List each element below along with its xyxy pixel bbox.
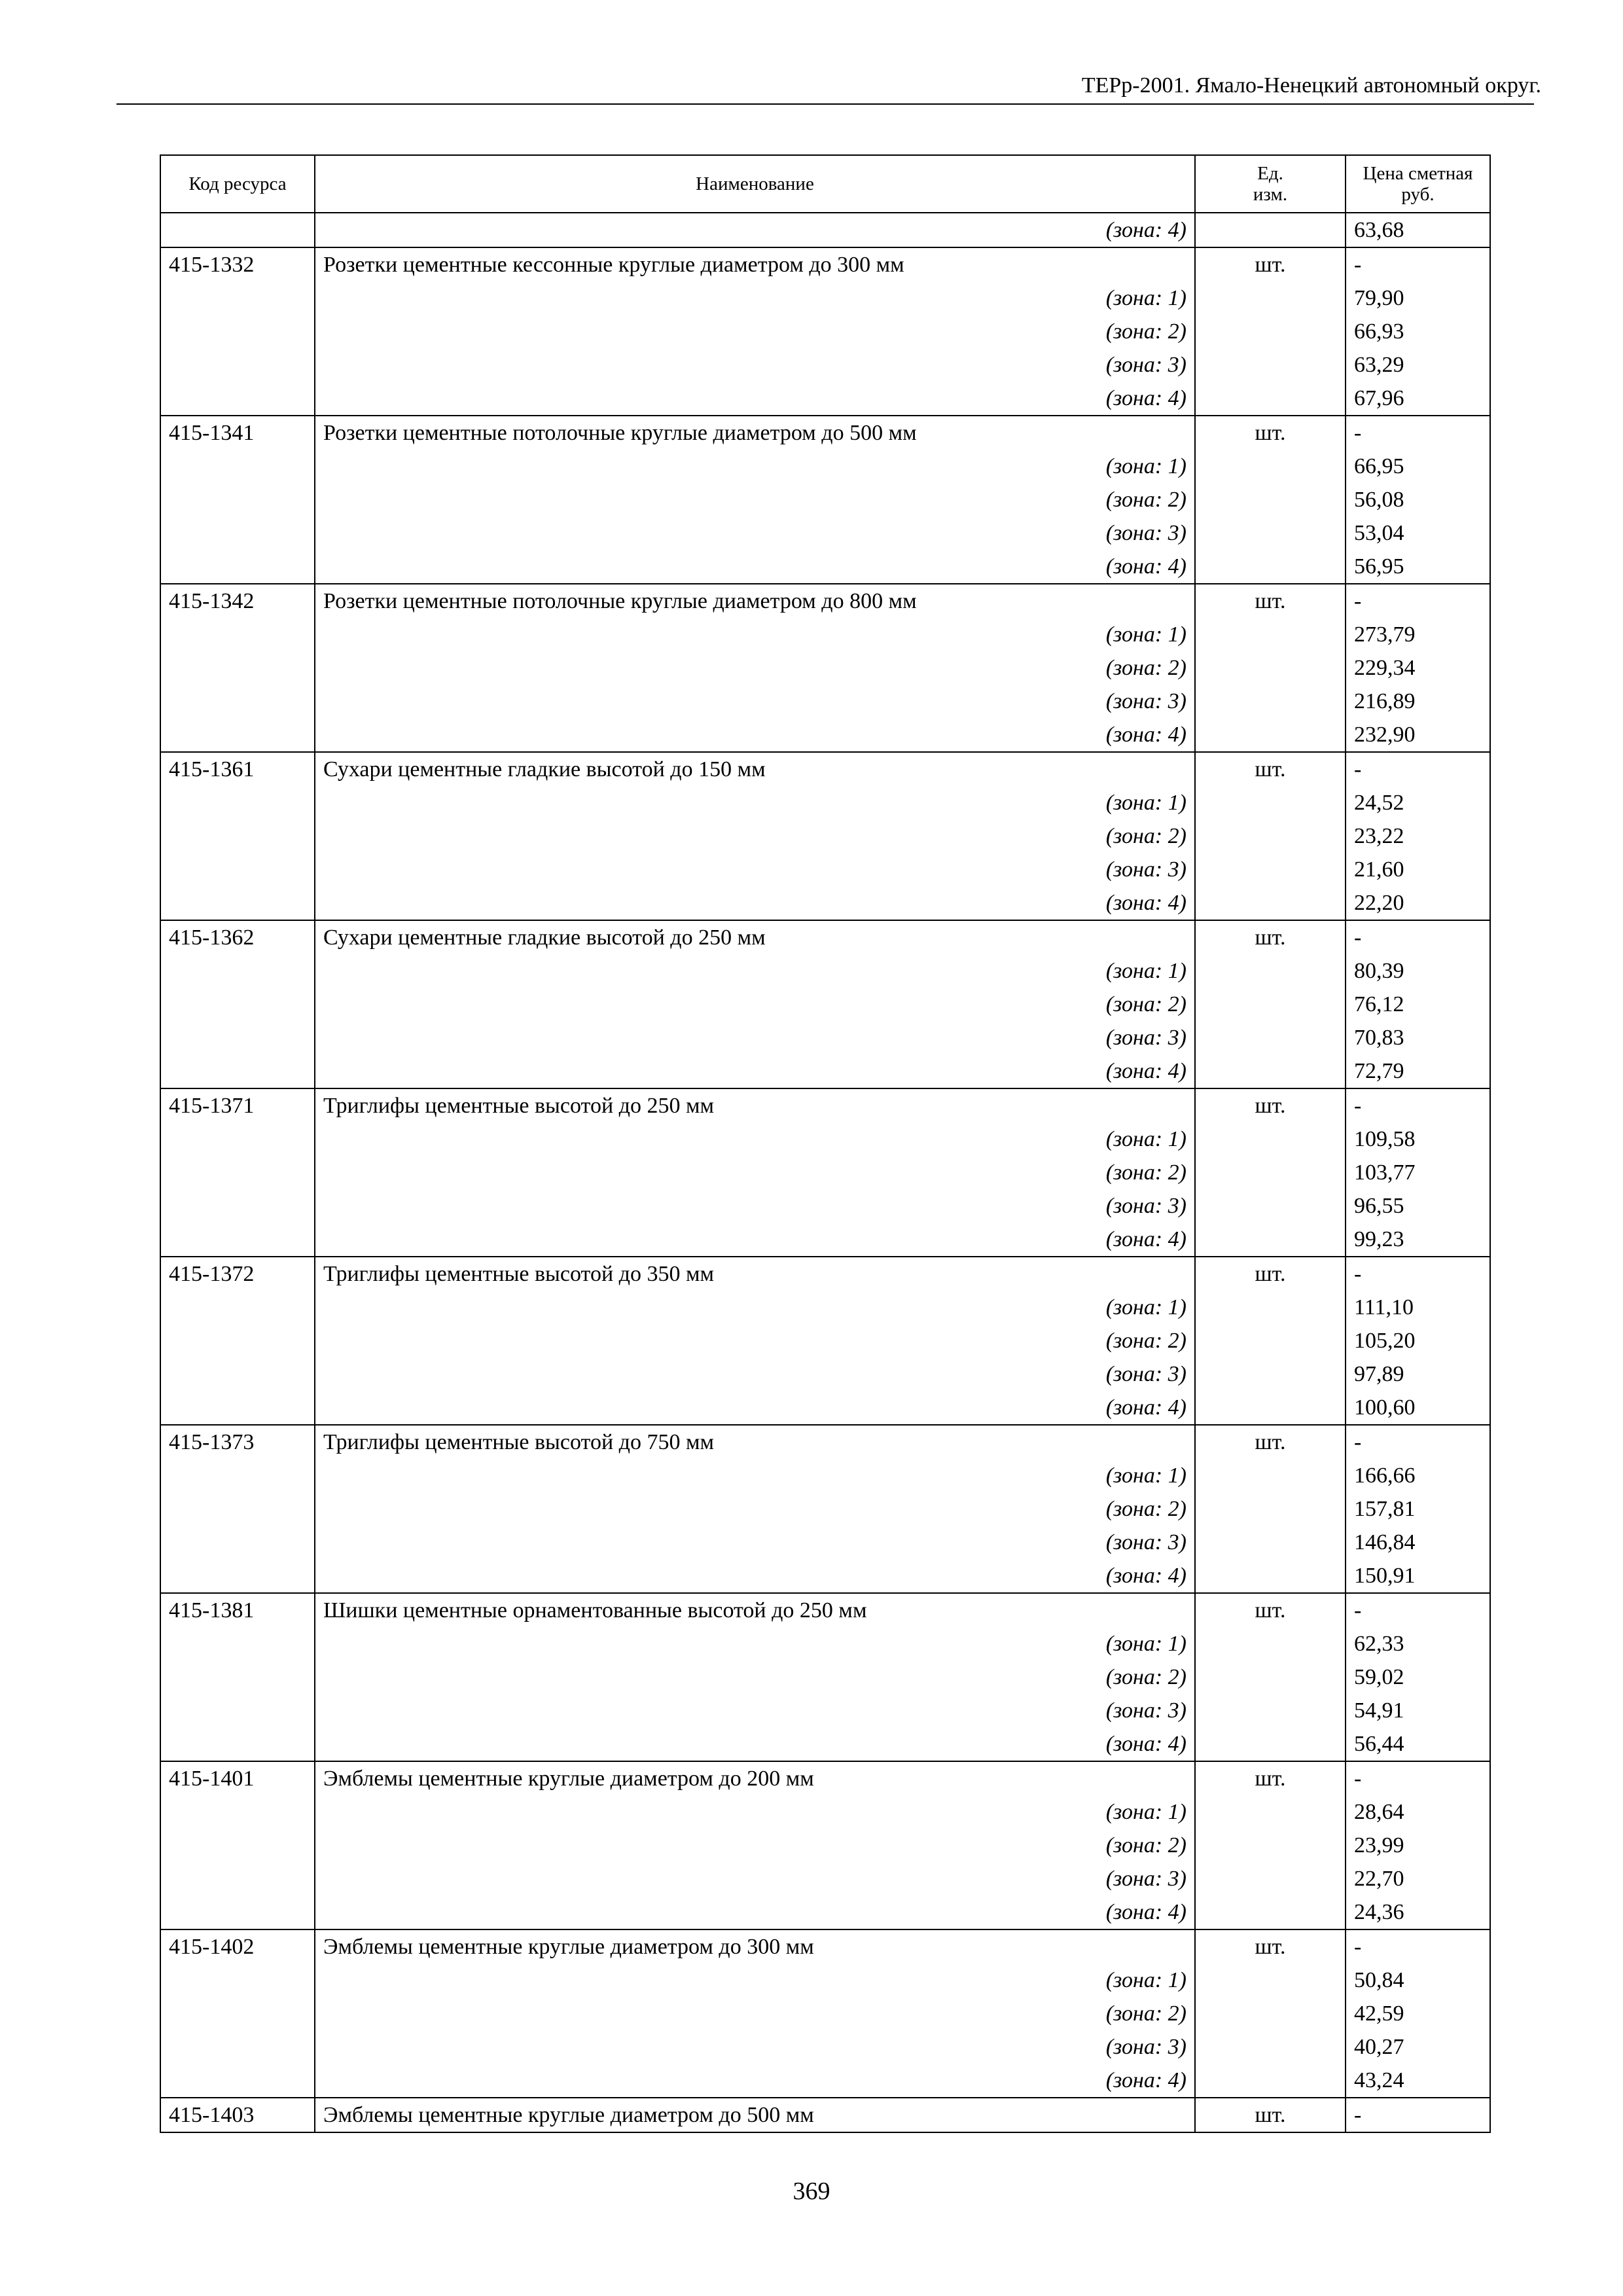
unit-of-measure bbox=[1195, 988, 1346, 1021]
table-body bbox=[160, 213, 1490, 2132]
zone-label: (зона: 4) bbox=[315, 1727, 1195, 1761]
unit-of-measure bbox=[1195, 2030, 1346, 2064]
table-row bbox=[160, 315, 1490, 348]
zone-label: (зона: 3) bbox=[315, 685, 1195, 718]
table-row bbox=[160, 1593, 1490, 1627]
resource-code bbox=[160, 315, 315, 348]
unit-of-measure: шт. bbox=[1195, 1761, 1346, 1795]
estimated-price: 63,29 bbox=[1346, 348, 1490, 382]
estimated-price: 273,79 bbox=[1346, 618, 1490, 651]
estimated-price: 146,84 bbox=[1346, 1526, 1490, 1559]
estimated-price: - bbox=[1346, 1593, 1490, 1627]
table-row bbox=[160, 1021, 1490, 1054]
resource-name: Триглифы цементные высотой до 750 мм bbox=[315, 1425, 1195, 1459]
unit-of-measure bbox=[1195, 1122, 1346, 1156]
resource-name: Эмблемы цементные круглые диаметром до 300 мм bbox=[315, 1929, 1195, 1964]
resource-code bbox=[160, 1997, 315, 2030]
zone-label: (зона: 3) bbox=[315, 1526, 1195, 1559]
estimated-price: 70,83 bbox=[1346, 1021, 1490, 1054]
resource-code bbox=[160, 1054, 315, 1088]
unit-of-measure bbox=[1195, 853, 1346, 886]
table-row bbox=[160, 954, 1490, 988]
estimated-price: - bbox=[1346, 1257, 1490, 1291]
resource-code: 415-1401 bbox=[160, 1761, 315, 1795]
zone-label: (зона: 4) bbox=[315, 2064, 1195, 2098]
table-row bbox=[160, 1088, 1490, 1122]
zone-label: (зона: 3) bbox=[315, 1021, 1195, 1054]
estimated-price: 66,93 bbox=[1346, 315, 1490, 348]
table-row bbox=[160, 1559, 1490, 1593]
table-row bbox=[160, 618, 1490, 651]
unit-of-measure: шт. bbox=[1195, 1929, 1346, 1964]
table-row bbox=[160, 1862, 1490, 1895]
unit-of-measure: шт. bbox=[1195, 1425, 1346, 1459]
zone-label: (зона: 4) bbox=[315, 1895, 1195, 1929]
estimated-price: 67,96 bbox=[1346, 382, 1490, 416]
estimated-price: 166,66 bbox=[1346, 1459, 1490, 1492]
table-row bbox=[160, 1526, 1490, 1559]
table-row bbox=[160, 1223, 1490, 1257]
zone-label: (зона: 1) bbox=[315, 786, 1195, 819]
estimated-price: 76,12 bbox=[1346, 988, 1490, 1021]
table-row bbox=[160, 786, 1490, 819]
estimated-price: - bbox=[1346, 416, 1490, 450]
table-row bbox=[160, 1357, 1490, 1391]
zone-label: (зона: 3) bbox=[315, 2030, 1195, 2064]
header-rule bbox=[116, 103, 1534, 105]
resource-code: 415-1373 bbox=[160, 1425, 315, 1459]
zone-label: (зона: 2) bbox=[315, 315, 1195, 348]
resource-code: 415-1371 bbox=[160, 1088, 315, 1122]
zone-label: (зона: 1) bbox=[315, 1627, 1195, 1660]
zone-label: (зона: 4) bbox=[315, 213, 1195, 247]
estimated-price: 80,39 bbox=[1346, 954, 1490, 988]
resource-code bbox=[160, 786, 315, 819]
table-row bbox=[160, 853, 1490, 886]
estimated-price: 100,60 bbox=[1346, 1391, 1490, 1425]
resource-code: 415-1362 bbox=[160, 920, 315, 954]
table-row bbox=[160, 1761, 1490, 1795]
resource-code bbox=[160, 685, 315, 718]
resource-code bbox=[160, 651, 315, 685]
column-header-unit bbox=[1195, 155, 1346, 213]
resource-code bbox=[160, 1862, 315, 1895]
estimated-price: - bbox=[1346, 584, 1490, 618]
resource-code: 415-1361 bbox=[160, 752, 315, 786]
zone-label: (зона: 4) bbox=[315, 718, 1195, 752]
zone-label: (зона: 3) bbox=[315, 1357, 1195, 1391]
estimated-price: 56,95 bbox=[1346, 550, 1490, 584]
zone-label: (зона: 1) bbox=[315, 1964, 1195, 1997]
zone-label: (зона: 3) bbox=[315, 1189, 1195, 1223]
table-row bbox=[160, 382, 1490, 416]
table-row bbox=[160, 1964, 1490, 1997]
table-row bbox=[160, 1694, 1490, 1727]
resource-code bbox=[160, 1627, 315, 1660]
estimated-price: 79,90 bbox=[1346, 281, 1490, 315]
table-row bbox=[160, 516, 1490, 550]
resource-code bbox=[160, 348, 315, 382]
zone-label: (зона: 4) bbox=[315, 886, 1195, 920]
estimated-price: 50,84 bbox=[1346, 1964, 1490, 1997]
table-row bbox=[160, 1425, 1490, 1459]
unit-of-measure: шт. bbox=[1195, 584, 1346, 618]
resource-code: 415-1341 bbox=[160, 416, 315, 450]
estimated-price: 216,89 bbox=[1346, 685, 1490, 718]
estimated-price: 28,64 bbox=[1346, 1795, 1490, 1829]
table-row bbox=[160, 1929, 1490, 1964]
resource-name: Эмблемы цементные круглые диаметром до 200 мм bbox=[315, 1761, 1195, 1795]
resource-code bbox=[160, 1391, 315, 1425]
zone-label: (зона: 1) bbox=[315, 1795, 1195, 1829]
estimated-price: 54,91 bbox=[1346, 1694, 1490, 1727]
table-row bbox=[160, 1122, 1490, 1156]
estimated-price: - bbox=[1346, 1929, 1490, 1964]
estimated-price: 96,55 bbox=[1346, 1189, 1490, 1223]
table-header-row bbox=[160, 155, 1490, 213]
unit-of-measure bbox=[1195, 954, 1346, 988]
resource-code bbox=[160, 988, 315, 1021]
unit-of-measure: шт. bbox=[1195, 2098, 1346, 2132]
table-row bbox=[160, 886, 1490, 920]
table-row bbox=[160, 2030, 1490, 2064]
table-row bbox=[160, 1727, 1490, 1761]
resource-name: Триглифы цементные высотой до 350 мм bbox=[315, 1257, 1195, 1291]
resource-code bbox=[160, 1795, 315, 1829]
zone-label: (зона: 2) bbox=[315, 1156, 1195, 1189]
estimated-price: - bbox=[1346, 1425, 1490, 1459]
resource-code bbox=[160, 853, 315, 886]
unit-of-measure bbox=[1195, 1492, 1346, 1526]
table-row bbox=[160, 718, 1490, 752]
resource-name: Сухари цементные гладкие высотой до 150 мм bbox=[315, 752, 1195, 786]
zone-label: (зона: 2) bbox=[315, 1492, 1195, 1526]
unit-of-measure bbox=[1195, 1021, 1346, 1054]
zone-label: (зона: 2) bbox=[315, 1829, 1195, 1862]
resource-code bbox=[160, 516, 315, 550]
estimated-price: 103,77 bbox=[1346, 1156, 1490, 1189]
table-row bbox=[160, 348, 1490, 382]
unit-of-measure bbox=[1195, 1997, 1346, 2030]
page-number: 369 bbox=[793, 2178, 830, 2205]
resource-code bbox=[160, 1526, 315, 1559]
unit-of-measure bbox=[1195, 483, 1346, 516]
estimated-price: 43,24 bbox=[1346, 2064, 1490, 2098]
table-row bbox=[160, 752, 1490, 786]
zone-label: (зона: 3) bbox=[315, 516, 1195, 550]
unit-of-measure bbox=[1195, 516, 1346, 550]
zone-label: (зона: 1) bbox=[315, 954, 1195, 988]
resource-code: 415-1402 bbox=[160, 1929, 315, 1964]
table-row bbox=[160, 1627, 1490, 1660]
estimated-price: 21,60 bbox=[1346, 853, 1490, 886]
table-row bbox=[160, 1895, 1490, 1929]
unit-of-measure bbox=[1195, 2064, 1346, 2098]
zone-label: (зона: 4) bbox=[315, 1559, 1195, 1593]
estimated-price: 63,68 bbox=[1346, 213, 1490, 247]
table-row bbox=[160, 685, 1490, 718]
table-row bbox=[160, 2064, 1490, 2098]
table-row bbox=[160, 1997, 1490, 2030]
unit-of-measure bbox=[1195, 550, 1346, 584]
estimated-price: 72,79 bbox=[1346, 1054, 1490, 1088]
table-row bbox=[160, 483, 1490, 516]
table-row bbox=[160, 1459, 1490, 1492]
zone-label: (зона: 3) bbox=[315, 1862, 1195, 1895]
resource-code bbox=[160, 1660, 315, 1694]
unit-of-measure bbox=[1195, 348, 1346, 382]
zone-label: (зона: 4) bbox=[315, 1391, 1195, 1425]
unit-of-measure bbox=[1195, 1391, 1346, 1425]
estimated-price: 109,58 bbox=[1346, 1122, 1490, 1156]
unit-of-measure bbox=[1195, 819, 1346, 853]
unit-of-measure bbox=[1195, 886, 1346, 920]
resource-code bbox=[160, 1291, 315, 1324]
unit-of-measure bbox=[1195, 1795, 1346, 1829]
resource-code bbox=[160, 2030, 315, 2064]
unit-of-measure bbox=[1195, 450, 1346, 483]
zone-label: (зона: 2) bbox=[315, 651, 1195, 685]
unit-of-measure: шт. bbox=[1195, 1257, 1346, 1291]
column-header-price-line1: Цена сметная bbox=[1363, 163, 1473, 184]
estimated-price: 157,81 bbox=[1346, 1492, 1490, 1526]
table-row bbox=[160, 1795, 1490, 1829]
unit-of-measure: шт. bbox=[1195, 416, 1346, 450]
estimated-price: 56,44 bbox=[1346, 1727, 1490, 1761]
price-table bbox=[160, 154, 1491, 2133]
zone-label: (зона: 2) bbox=[315, 819, 1195, 853]
unit-of-measure bbox=[1195, 718, 1346, 752]
estimated-price: 66,95 bbox=[1346, 450, 1490, 483]
estimated-price: 99,23 bbox=[1346, 1223, 1490, 1257]
zone-label: (зона: 4) bbox=[315, 1054, 1195, 1088]
estimated-price: 24,52 bbox=[1346, 786, 1490, 819]
unit-of-measure bbox=[1195, 1627, 1346, 1660]
zone-label: (зона: 1) bbox=[315, 1459, 1195, 1492]
table-row bbox=[160, 416, 1490, 450]
unit-of-measure: шт. bbox=[1195, 1593, 1346, 1627]
estimated-price: - bbox=[1346, 752, 1490, 786]
unit-of-measure bbox=[1195, 1829, 1346, 1862]
unit-of-measure bbox=[1195, 1357, 1346, 1391]
resource-code: 415-1342 bbox=[160, 584, 315, 618]
estimated-price: 97,89 bbox=[1346, 1357, 1490, 1391]
resource-code bbox=[160, 1324, 315, 1357]
zone-label: (зона: 2) bbox=[315, 988, 1195, 1021]
resource-code bbox=[160, 1727, 315, 1761]
table-row bbox=[160, 2098, 1490, 2132]
resource-code bbox=[160, 1559, 315, 1593]
resource-name: Розетки цементные потолочные круглые диаметром до 500 мм bbox=[315, 416, 1195, 450]
resource-code: 415-1332 bbox=[160, 247, 315, 281]
estimated-price: 22,20 bbox=[1346, 886, 1490, 920]
unit-of-measure bbox=[1195, 1156, 1346, 1189]
unit-of-measure bbox=[1195, 1223, 1346, 1257]
zone-label: (зона: 4) bbox=[315, 382, 1195, 416]
column-header-price-line2: руб. bbox=[1401, 184, 1435, 205]
zone-label: (зона: 2) bbox=[315, 1660, 1195, 1694]
zone-label: (зона: 1) bbox=[315, 450, 1195, 483]
resource-code bbox=[160, 281, 315, 315]
unit-of-measure bbox=[1195, 1694, 1346, 1727]
zone-label: (зона: 3) bbox=[315, 348, 1195, 382]
unit-of-measure bbox=[1195, 213, 1346, 247]
unit-of-measure bbox=[1195, 1459, 1346, 1492]
table-row bbox=[160, 1492, 1490, 1526]
unit-of-measure bbox=[1195, 281, 1346, 315]
estimated-price: 42,59 bbox=[1346, 1997, 1490, 2030]
table-row bbox=[160, 584, 1490, 618]
estimated-price: 229,34 bbox=[1346, 651, 1490, 685]
resource-name: Розетки цементные потолочные круглые диаметром до 800 мм bbox=[315, 584, 1195, 618]
table-row bbox=[160, 213, 1490, 247]
zone-label: (зона: 1) bbox=[315, 1122, 1195, 1156]
unit-of-measure bbox=[1195, 1727, 1346, 1761]
resource-code bbox=[160, 886, 315, 920]
table-row bbox=[160, 281, 1490, 315]
table-row bbox=[160, 1189, 1490, 1223]
table-row bbox=[160, 988, 1490, 1021]
estimated-price: 232,90 bbox=[1346, 718, 1490, 752]
resource-code bbox=[160, 819, 315, 853]
unit-of-measure bbox=[1195, 1291, 1346, 1324]
resource-code bbox=[160, 1694, 315, 1727]
table-row bbox=[160, 651, 1490, 685]
table-row bbox=[160, 1660, 1490, 1694]
zone-label: (зона: 3) bbox=[315, 853, 1195, 886]
column-header-code: Код ресурса bbox=[160, 155, 315, 213]
estimated-price: - bbox=[1346, 2098, 1490, 2132]
unit-of-measure bbox=[1195, 1895, 1346, 1929]
zone-label: (зона: 1) bbox=[315, 281, 1195, 315]
zone-label: (зона: 3) bbox=[315, 1694, 1195, 1727]
column-header-unit-line2: изм. bbox=[1253, 184, 1288, 205]
resource-code: 415-1381 bbox=[160, 1593, 315, 1627]
unit-of-measure bbox=[1195, 1324, 1346, 1357]
resource-code bbox=[160, 1964, 315, 1997]
resource-code bbox=[160, 450, 315, 483]
unit-of-measure bbox=[1195, 1660, 1346, 1694]
estimated-price: 62,33 bbox=[1346, 1627, 1490, 1660]
unit-of-measure bbox=[1195, 382, 1346, 416]
unit-of-measure: шт. bbox=[1195, 920, 1346, 954]
resource-name: Розетки цементные кессонные круглые диаметром до 300 мм bbox=[315, 247, 1195, 281]
estimated-price: - bbox=[1346, 1761, 1490, 1795]
resource-code: 415-1372 bbox=[160, 1257, 315, 1291]
resource-code bbox=[160, 718, 315, 752]
estimated-price: 56,08 bbox=[1346, 483, 1490, 516]
resource-code bbox=[160, 382, 315, 416]
resource-code bbox=[160, 1492, 315, 1526]
zone-label: (зона: 2) bbox=[315, 1997, 1195, 2030]
column-header-unit-line1: Ед. bbox=[1257, 163, 1283, 184]
resource-code bbox=[160, 1357, 315, 1391]
unit-of-measure bbox=[1195, 786, 1346, 819]
resource-code bbox=[160, 1223, 315, 1257]
estimated-price: 24,36 bbox=[1346, 1895, 1490, 1929]
table-row bbox=[160, 920, 1490, 954]
resource-code bbox=[160, 550, 315, 584]
unit-of-measure: шт. bbox=[1195, 752, 1346, 786]
zone-label: (зона: 4) bbox=[315, 550, 1195, 584]
zone-label: (зона: 1) bbox=[315, 1291, 1195, 1324]
resource-name: Сухари цементные гладкие высотой до 250 мм bbox=[315, 920, 1195, 954]
unit-of-measure bbox=[1195, 685, 1346, 718]
unit-of-measure bbox=[1195, 1862, 1346, 1895]
zone-label: (зона: 2) bbox=[315, 1324, 1195, 1357]
zone-label: (зона: 1) bbox=[315, 618, 1195, 651]
resource-code bbox=[160, 1156, 315, 1189]
table-row bbox=[160, 1054, 1490, 1088]
resource-code bbox=[160, 1021, 315, 1054]
estimated-price: 40,27 bbox=[1346, 2030, 1490, 2064]
table-row bbox=[160, 819, 1490, 853]
resource-name: Шишки цементные орнаментованные высотой до 250 мм bbox=[315, 1593, 1195, 1627]
running-header: ТЕРр-2001. Ямало-Ненецкий автономный округ. bbox=[1081, 73, 1541, 98]
estimated-price: - bbox=[1346, 920, 1490, 954]
estimated-price: 23,99 bbox=[1346, 1829, 1490, 1862]
unit-of-measure: шт. bbox=[1195, 247, 1346, 281]
resource-code: 415-1403 bbox=[160, 2098, 315, 2132]
table-row bbox=[160, 1291, 1490, 1324]
column-header-price bbox=[1346, 155, 1490, 213]
table-row bbox=[160, 1324, 1490, 1357]
estimated-price: 23,22 bbox=[1346, 819, 1490, 853]
estimated-price: 105,20 bbox=[1346, 1324, 1490, 1357]
unit-of-measure bbox=[1195, 1526, 1346, 1559]
estimated-price: 59,02 bbox=[1346, 1660, 1490, 1694]
resource-code bbox=[160, 1459, 315, 1492]
table-row bbox=[160, 1829, 1490, 1862]
resource-code bbox=[160, 1829, 315, 1862]
resource-code bbox=[160, 1122, 315, 1156]
unit-of-measure bbox=[1195, 618, 1346, 651]
unit-of-measure bbox=[1195, 1189, 1346, 1223]
resource-code bbox=[160, 1895, 315, 1929]
unit-of-measure: шт. bbox=[1195, 1088, 1346, 1122]
resource-code bbox=[160, 1189, 315, 1223]
resource-name: Эмблемы цементные круглые диаметром до 500 мм bbox=[315, 2098, 1195, 2132]
unit-of-measure bbox=[1195, 1964, 1346, 1997]
unit-of-measure bbox=[1195, 315, 1346, 348]
zone-label: (зона: 4) bbox=[315, 1223, 1195, 1257]
estimated-price: 111,10 bbox=[1346, 1291, 1490, 1324]
estimated-price: 22,70 bbox=[1346, 1862, 1490, 1895]
unit-of-measure bbox=[1195, 651, 1346, 685]
estimated-price: 53,04 bbox=[1346, 516, 1490, 550]
table-row bbox=[160, 1391, 1490, 1425]
estimated-price: 150,91 bbox=[1346, 1559, 1490, 1593]
zone-label: (зона: 2) bbox=[315, 483, 1195, 516]
resource-code bbox=[160, 954, 315, 988]
table-row bbox=[160, 550, 1490, 584]
resource-code bbox=[160, 2064, 315, 2098]
resource-code bbox=[160, 483, 315, 516]
table-row bbox=[160, 450, 1490, 483]
table-row bbox=[160, 1257, 1490, 1291]
resource-code bbox=[160, 213, 315, 247]
table-row bbox=[160, 247, 1490, 281]
resource-name: Триглифы цементные высотой до 250 мм bbox=[315, 1088, 1195, 1122]
estimated-price: - bbox=[1346, 247, 1490, 281]
table-row bbox=[160, 1156, 1490, 1189]
estimated-price: - bbox=[1346, 1088, 1490, 1122]
unit-of-measure bbox=[1195, 1054, 1346, 1088]
resource-code bbox=[160, 618, 315, 651]
column-header-name: Наименование bbox=[315, 155, 1195, 213]
unit-of-measure bbox=[1195, 1559, 1346, 1593]
